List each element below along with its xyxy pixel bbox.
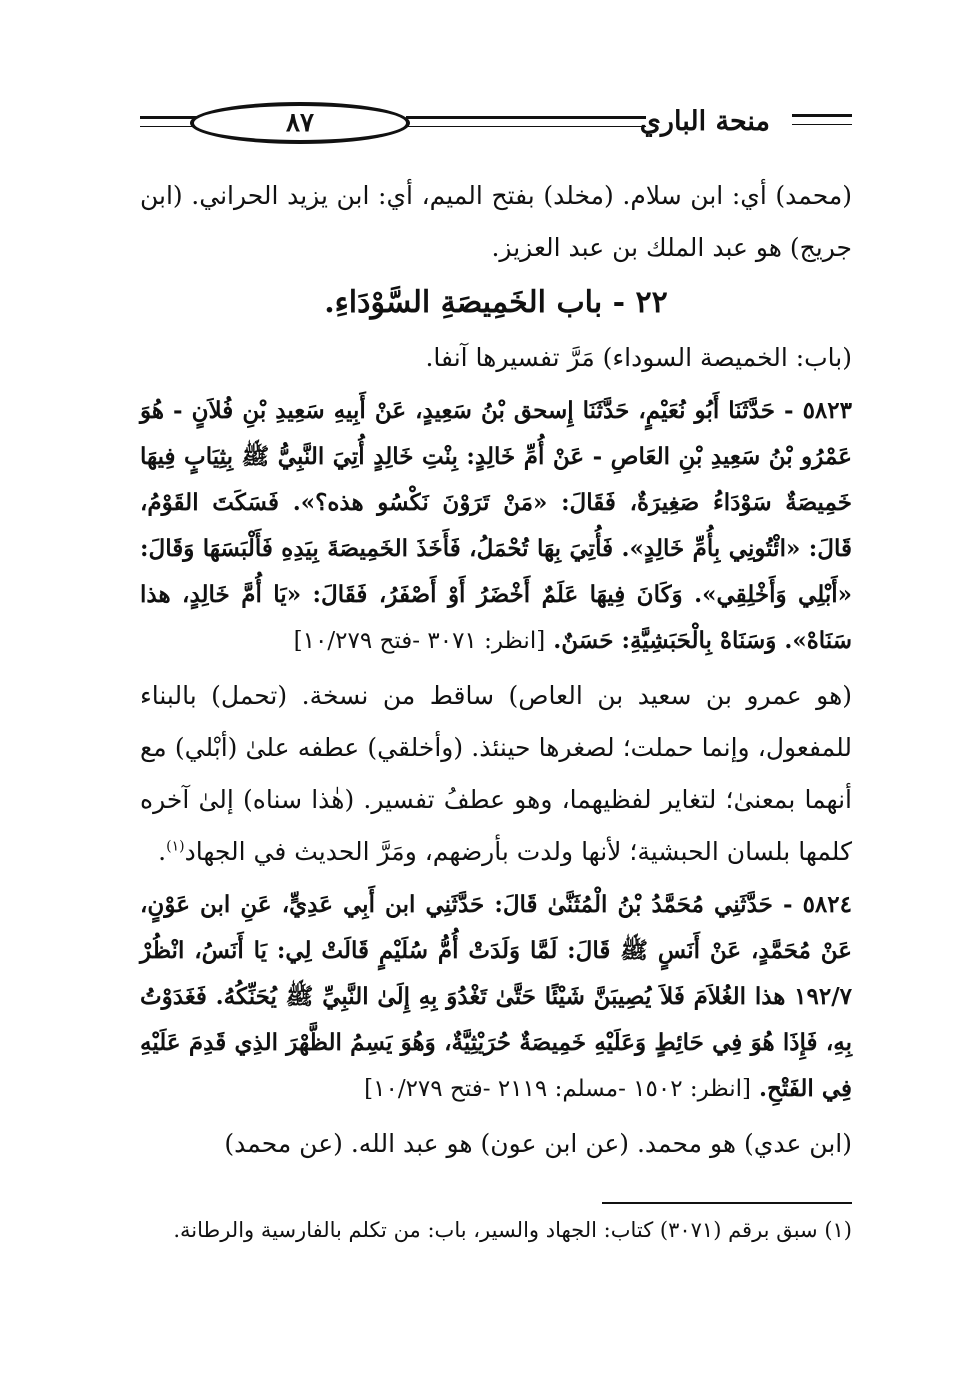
- commentary-paragraph: (محمد) أي: ابن سلام. (مخلد) بفتح الميم، أي: ابن يزيد الحراني. (ابن جريج) هو عبد الملك بن عبد العزيز.: [140, 181, 852, 262]
- chapter-heading: ٢٢ - باب الخَمِيصَةِ السَّوْدَاءِ.: [324, 285, 668, 320]
- hadith-text: ٥٨٢٣ - حَدَّثَنَا أَبُو نُعَيْمٍ، حَدَّثَنَا إِسحق بْنُ سَعِيدٍ، عَنْ أَبِيهِ سَعِيدِ بْنِ فُلاَنٍ - هُوَ عَمْرُو بْنُ سَعِيدِ بْنِ العَاصِ - عَنْ أُمِّ خَالِدٍ: بِنْتِ خَالِدٍ أُتِيَ النَّبِيُّ ﷺ بِثِيَابٍ فِيهَا خَمِيصَةٌ سَوْدَاءُ صَغِيرَةٌ، فَقَالَ: «مَنْ تَرَوْنَ نَكْسُو هذه؟». فَسَكَتَ القَوْمُ، قَالَ: «ائْتُونِي بِأُمِّ خَالِدٍ». فَأُتِيَ بِهَا تُحْمَلُ، فَأَخَذَ الخَمِيصَةَ بِيَدِهِ فَأَلْبَسَهَا وَقَالَ: «أَبْلِي وَأَخْلِقِي». وَكَانَ فِيهَا عَلَمٌ أَخْضَرُ أَوْ أَصْفَرُ، فَقَالَ: «يَا أُمَّ خَالِدٍ، هذا سَنَاهْ». وَسَنَاهْ بِالْحَبَشِيَّةِ: حَسَنٌ.: [140, 397, 852, 654]
- page-number: ٨٧: [286, 108, 314, 138]
- page-number-oval: [190, 102, 410, 144]
- book-title: منحة الباري: [639, 106, 770, 137]
- commentary-text: (هو عمرو بن سعيد بن العاص) ساقط من نسخة. (تحمل) بالبناء للمفعول، وإنما حملت؛ لصغرها حينئذ. (وأخلقي) عطفه علىٰ (أبْلي) مع أنهما بمعنىٰ؛ لتغاير لفظيهما، وهو عطفُ تفسير. (هٰذا سناه) إلىٰ آخره كلمها بلسان الحبشية؛ لأنها ولدت بأرضهم، ومَرَّ الحديث في الجهاد: [140, 681, 853, 866]
- header-rule-right-top: [792, 114, 852, 117]
- hadith-text: ٥٨٢٤ - حَدَّثَنِي مُحَمَّدُ بْنُ الْمُثَنَّىٰ قَالَ: حَدَّثَنِي ابن أَبِي عَدِيٍّ، عَنِ ابن عَوْنٍ، عَنْ مُحَمَّدٍ، عَنْ أَنَسٍ ﷺ قَالَ: لَمَّا وَلَدَتْ أُمُّ سُلَيْمٍ قَالَتْ لِي: يَا أَنَسُ، انْظُرْ ١٩٢/٧ هذا الغُلاَمَ فَلاَ يُصِيبَنَّ شَيْئًا حَتَّىٰ تَغْدُوَ بِهِ إِلَىٰ النَّبِيِّ ﷺ يُحَنِّكُهُ. فَغَدَوْتُ بِهِ، فَإِذَا هُوَ فِي حَائِطٍ وَعَلَيْهِ خَمِيصَةٌ حُرَيْثِيَّةٌ، وَهُوَ يَسِمُ الظَّهْرَ الذِي قَدِمَ عَلَيْهِ فِي الفَتْحِ.: [140, 891, 852, 1102]
- header-rule-middle-bottom: [406, 126, 646, 127]
- hadith-reference: [انظر: ١٥٠٢ -مسلم: ٢١١٩ -فتح ١٠/٢٧٩]: [364, 1076, 751, 1102]
- commentary-paragraph: [140, 670, 852, 878]
- running-header: [140, 98, 852, 148]
- hadith-paragraph: [140, 882, 852, 1112]
- hadith-paragraph: [140, 388, 852, 664]
- commentary-paragraph: (باب: الخميصة السوداء) مَرَّ تفسيرها آنفا.: [425, 343, 852, 372]
- main-text: [140, 170, 852, 1170]
- footnote-separator: [602, 1202, 852, 1204]
- hadith-reference: [انظر: ٣٠٧١ -فتح ١٠/٢٧٩]: [293, 628, 546, 654]
- header-rule-middle-top: [406, 116, 646, 119]
- footnote: (١) سبق برقم (٣٠٧١) كتاب: الجهاد والسير، باب: من تكلم بالفارسية والرطانة.: [173, 1218, 852, 1242]
- footnote-marker: (١): [166, 838, 185, 855]
- header-rule-right-bottom: [792, 124, 852, 125]
- commentary-paragraph: (ابن عدي) هو محمد. (عن ابن عون) هو عبد الله. (عن محمد): [224, 1129, 852, 1158]
- commentary-text-end: .: [158, 837, 167, 866]
